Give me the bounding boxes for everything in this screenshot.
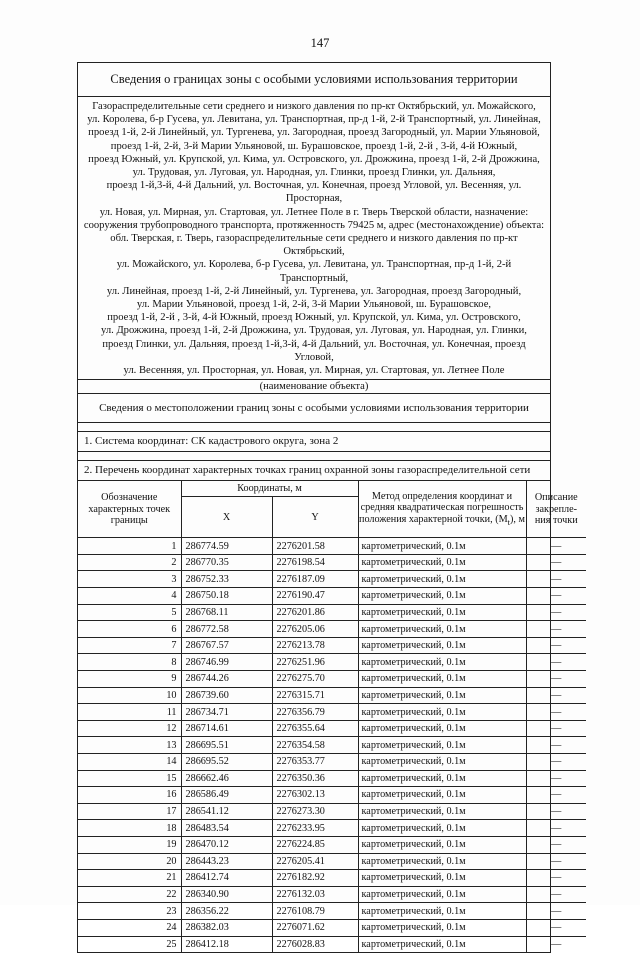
point-number-cell: 16	[78, 787, 181, 804]
description-cell: —	[526, 753, 586, 770]
x-coordinate-cell: 286340.90	[181, 886, 272, 903]
method-cell: картометрический, 0.1м	[358, 886, 526, 903]
table-row	[78, 919, 586, 936]
x-coordinate-cell: 286382.03	[181, 919, 272, 936]
object-description-line: Газораспределительные сети среднего и низкого давления по пр-кт Октябрьский, ул. Можайского,	[92, 101, 536, 112]
table-row	[78, 654, 586, 671]
x-coordinate-cell: 286752.33	[181, 571, 272, 588]
x-coordinate-cell: 286739.60	[181, 687, 272, 704]
method-cell: картометрический, 0.1м	[358, 720, 526, 737]
y-coordinate-cell: 2276132.03	[272, 886, 358, 903]
point-number-cell: 12	[78, 720, 181, 737]
table-row	[78, 588, 586, 605]
method-cell: картометрический, 0.1м	[358, 770, 526, 787]
point-number-cell: 11	[78, 704, 181, 721]
object-description-line: проезд Южный, ул. Крупской, ул. Кима, ул. Островского, ул. Дрожжина, проезд 1-й, 2-й Дрожжина,	[88, 153, 540, 165]
description-cell: —	[526, 803, 586, 820]
x-coordinate-cell: 286412.18	[181, 936, 272, 952]
table-row	[78, 936, 586, 952]
description-cell: —	[526, 919, 586, 936]
point-number-cell: 1	[78, 538, 181, 555]
description-cell: —	[526, 571, 586, 588]
object-description-line: ул. Трудовая, ул. Луговая, ул. Народная, ул. Глинки, проезд Глинки, ул. Дальняя,	[132, 167, 496, 179]
y-coordinate-cell: 2276205.06	[272, 621, 358, 638]
x-coordinate-cell: 286744.26	[181, 671, 272, 688]
table-row	[78, 820, 586, 837]
page-number: 147	[310, 36, 330, 50]
object-description-line: ул. Линейная, проезд 1-й, 2-й Линейный, ул. Тургенева, ул. Загородная, проезд Загородный,	[106, 285, 522, 297]
table-row	[78, 770, 586, 787]
x-coordinate-cell: 286746.99	[181, 654, 272, 671]
y-coordinate-cell: 2276198.54	[272, 554, 358, 571]
point-number-cell: 13	[78, 737, 181, 754]
description-cell: —	[526, 654, 586, 671]
table-row	[78, 886, 586, 903]
object-description-line: ул. Новая, ул. Мирная, ул. Стартовая, ул. Летнее Поле в г. Тверь Тверской области, назначение:	[99, 206, 529, 218]
object-description-line: проезд 1-й,3-й, 4-й Дальний, ул. Восточная, ул. Конечная, проезд Угловой, ул. Весенняя, ул. Просторная,	[106, 180, 522, 205]
point-number-cell: 24	[78, 919, 181, 936]
section-title: Сведения о границах зоны с особыми условиями использования территории	[78, 63, 550, 97]
table-row	[78, 853, 586, 870]
method-cell: картометрический, 0.1м	[358, 687, 526, 704]
point-number-cell: 4	[78, 588, 181, 605]
y-coordinate-cell: 2276273.30	[272, 803, 358, 820]
method-cell: картометрический, 0.1м	[358, 621, 526, 638]
x-coordinate-cell: 286734.71	[181, 704, 272, 721]
x-coordinate-cell: 286774.59	[181, 538, 272, 555]
method-cell: картометрический, 0.1м	[358, 654, 526, 671]
point-number-cell: 23	[78, 903, 181, 920]
y-coordinate-cell: 2276201.86	[272, 604, 358, 621]
method-cell: картометрический, 0.1м	[358, 737, 526, 754]
object-description-line: проезд 1-й, 2-й , 3-й, 4-й Южный, проезд Южный, ул. Крупской, ул. Кима, ул. Островского,	[107, 312, 521, 324]
x-coordinate-cell: 286767.57	[181, 637, 272, 654]
table-row	[78, 687, 586, 704]
y-coordinate-cell: 2276355.64	[272, 720, 358, 737]
y-coordinate-cell: 2276353.77	[272, 753, 358, 770]
y-coordinate-cell: 2276071.62	[272, 919, 358, 936]
point-number-cell: 25	[78, 936, 181, 952]
point-number-cell: 22	[78, 886, 181, 903]
table-row	[78, 903, 586, 920]
table-row	[78, 870, 586, 887]
table-row	[78, 753, 586, 770]
description-cell: —	[526, 687, 586, 704]
method-cell: картометрический, 0.1м	[358, 820, 526, 837]
object-description-line: ул. Королева, б-р Гусева, ул. Левитана, ул. Транспортная, пр-д 1-й, 2-й Транспортный, ул. Линейная,	[87, 114, 541, 126]
table-row	[78, 720, 586, 737]
table-row	[78, 554, 586, 571]
method-cell: картометрический, 0.1м	[358, 919, 526, 936]
object-caption: (наименование объекта)	[78, 380, 550, 394]
point-number-cell: 9	[78, 671, 181, 688]
table-row	[78, 538, 586, 555]
y-coordinate-cell: 2276251.96	[272, 654, 358, 671]
point-number-cell: 21	[78, 870, 181, 887]
point-number-cell: 20	[78, 853, 181, 870]
x-coordinate-cell: 286541.12	[181, 803, 272, 820]
header-point: Обозначение характерных точек границы	[78, 481, 181, 538]
object-description-line: ул. Дрожжина, проезд 1-й, 2-й Дрожжина, ул. Трудовая, ул. Луговая, ул. Народная, ул. Глинки,	[101, 325, 527, 337]
description-cell: —	[526, 588, 586, 605]
object-description-line: проезд 1-й, 2-й Линейный, ул. Тургенева, ул. Загородная, проезд Загородный, ул. Марии Ульяновой,	[88, 127, 540, 139]
description-cell: —	[526, 621, 586, 638]
y-coordinate-cell: 2276190.47	[272, 588, 358, 605]
x-coordinate-cell: 286750.18	[181, 588, 272, 605]
description-cell: —	[526, 787, 586, 804]
description-cell: —	[526, 836, 586, 853]
x-coordinate-cell: 286470.12	[181, 836, 272, 853]
description-cell: —	[526, 554, 586, 571]
coordinates-table	[78, 481, 586, 952]
table-row	[78, 637, 586, 654]
header-x: X	[181, 497, 272, 538]
y-coordinate-cell: 2276205.41	[272, 853, 358, 870]
method-cell: картометрический, 0.1м	[358, 554, 526, 571]
method-cell: картометрический, 0.1м	[358, 704, 526, 721]
description-cell: —	[526, 720, 586, 737]
table-row	[78, 571, 586, 588]
point-number-cell: 7	[78, 637, 181, 654]
table-row	[78, 621, 586, 638]
table-row	[78, 803, 586, 820]
x-coordinate-cell: 286695.52	[181, 753, 272, 770]
point-number-cell: 3	[78, 571, 181, 588]
description-cell: —	[526, 886, 586, 903]
object-description-line: проезд 1-й, 2-й, 3-й Марии Ульяновой, ш. Бурашовское, проезд 1-й, 2-й , 3-й, 4-й Южный,	[110, 140, 518, 152]
x-coordinate-cell: 286586.49	[181, 787, 272, 804]
y-coordinate-cell: 2276224.85	[272, 836, 358, 853]
method-cell: картометрический, 0.1м	[358, 604, 526, 621]
description-cell: —	[526, 770, 586, 787]
method-cell: картометрический, 0.1м	[358, 853, 526, 870]
x-coordinate-cell: 286714.61	[181, 720, 272, 737]
zone-info-frame	[77, 62, 578, 953]
description-cell: —	[526, 820, 586, 837]
y-coordinate-cell: 2276315.71	[272, 687, 358, 704]
y-coordinate-cell: 2276233.95	[272, 820, 358, 837]
object-description-line: сооружения трубопроводного транспорта, протяженность 79425 м, адрес (местонахождение) объекта:	[83, 219, 545, 231]
point-number-cell: 17	[78, 803, 181, 820]
object-description-line: ул. Весенняя, ул. Просторная, ул. Новая, ул. Мирная, ул. Стартовая, ул. Летнее Поле	[123, 365, 505, 377]
x-coordinate-cell: 286412.74	[181, 870, 272, 887]
x-coordinate-cell: 286443.23	[181, 853, 272, 870]
object-description	[78, 97, 550, 380]
method-cell: картометрический, 0.1м	[358, 870, 526, 887]
point-number-cell: 8	[78, 654, 181, 671]
point-number-cell: 10	[78, 687, 181, 704]
y-coordinate-cell: 2276302.13	[272, 787, 358, 804]
y-coordinate-cell: 2276201.58	[272, 538, 358, 555]
header-description: Описание закрепле- ния точки	[526, 481, 586, 538]
point-number-cell: 2	[78, 554, 181, 571]
point-number-cell: 6	[78, 621, 181, 638]
x-coordinate-cell: 286695.51	[181, 737, 272, 754]
point-number-cell: 14	[78, 753, 181, 770]
x-coordinate-cell: 286768.11	[181, 604, 272, 621]
description-cell: —	[526, 671, 586, 688]
object-description-line: ул. Можайского, ул. Королева, б-р Гусева, ул. Левитана, ул. Транспортная, пр-д 1-й, 2-й Транспортный,	[116, 259, 512, 284]
spacer	[78, 423, 550, 432]
description-cell: —	[526, 637, 586, 654]
object-description-line: проезд Глинки, ул. Дальняя, проезд 1-й,3-й, 4-й Дальний, ул. Восточная, ул. Конечная, проезд Угловой,	[102, 338, 526, 363]
description-cell: —	[526, 538, 586, 555]
location-header: Сведения о местоположении границ зоны с особыми условиями использования территории	[78, 394, 550, 423]
y-coordinate-cell: 2276350.36	[272, 770, 358, 787]
description-cell: —	[526, 704, 586, 721]
y-coordinate-cell: 2276187.09	[272, 571, 358, 588]
header-y: Y	[272, 497, 358, 538]
table-row	[78, 671, 586, 688]
description-cell: —	[526, 604, 586, 621]
x-coordinate-cell: 286770.35	[181, 554, 272, 571]
points-list-title: 2. Перечень координат характерных точках границ охранной зоны газораспределительной сети	[78, 461, 550, 481]
description-cell: —	[526, 737, 586, 754]
point-number-cell: 18	[78, 820, 181, 837]
method-cell: картометрический, 0.1м	[358, 803, 526, 820]
description-cell: —	[526, 903, 586, 920]
y-coordinate-cell: 2276213.78	[272, 637, 358, 654]
method-cell: картометрический, 0.1м	[358, 903, 526, 920]
point-number-cell: 15	[78, 770, 181, 787]
method-cell: картометрический, 0.1м	[358, 671, 526, 688]
x-coordinate-cell: 286356.22	[181, 903, 272, 920]
table-row	[78, 604, 586, 621]
spacer	[78, 452, 550, 461]
object-description-line: ул. Марии Ульяновой, проезд 1-й, 2-й, 3-й Марии Ульяновой, ш. Бурашовское,	[136, 299, 492, 311]
method-cell: картометрический, 0.1м	[358, 571, 526, 588]
method-cell: картометрический, 0.1м	[358, 538, 526, 555]
method-cell: картометрический, 0.1м	[358, 637, 526, 654]
object-description-line: обл. Тверская, г. Тверь, газораспределительные сети среднего и низкого давления по пр-кт Октябрьский,	[110, 233, 518, 258]
table-row	[78, 737, 586, 754]
header-method: Метод определения координат и средняя квадратическая погрешность положения характерной точки, $(M_t)$, м	[358, 481, 526, 538]
y-coordinate-cell: 2276182.92	[272, 870, 358, 887]
method-cell: картометрический, 0.1м	[358, 588, 526, 605]
y-coordinate-cell: 2276354.58	[272, 737, 358, 754]
point-number-cell: 19	[78, 836, 181, 853]
table-row	[78, 704, 586, 721]
description-cell: —	[526, 853, 586, 870]
description-cell: —	[526, 936, 586, 952]
table-row	[78, 836, 586, 853]
y-coordinate-cell: 2276108.79	[272, 903, 358, 920]
method-cell: картометрический, 0.1м	[358, 787, 526, 804]
y-coordinate-cell: 2276028.83	[272, 936, 358, 952]
point-number-cell: 5	[78, 604, 181, 621]
header-coordinates: Координаты, м	[181, 481, 358, 497]
method-cell: картометрический, 0.1м	[358, 836, 526, 853]
y-coordinate-cell: 2276275.70	[272, 671, 358, 688]
coordinate-system: 1. Система координат: СК кадастрового округа, зона 2	[78, 432, 550, 452]
method-cell: картометрический, 0.1м	[358, 753, 526, 770]
table-row	[78, 787, 586, 804]
x-coordinate-cell: 286483.54	[181, 820, 272, 837]
x-coordinate-cell: 286662.46	[181, 770, 272, 787]
y-coordinate-cell: 2276356.79	[272, 704, 358, 721]
x-coordinate-cell: 286772.58	[181, 621, 272, 638]
method-cell: картометрический, 0.1м	[358, 936, 526, 952]
description-cell: —	[526, 870, 586, 887]
